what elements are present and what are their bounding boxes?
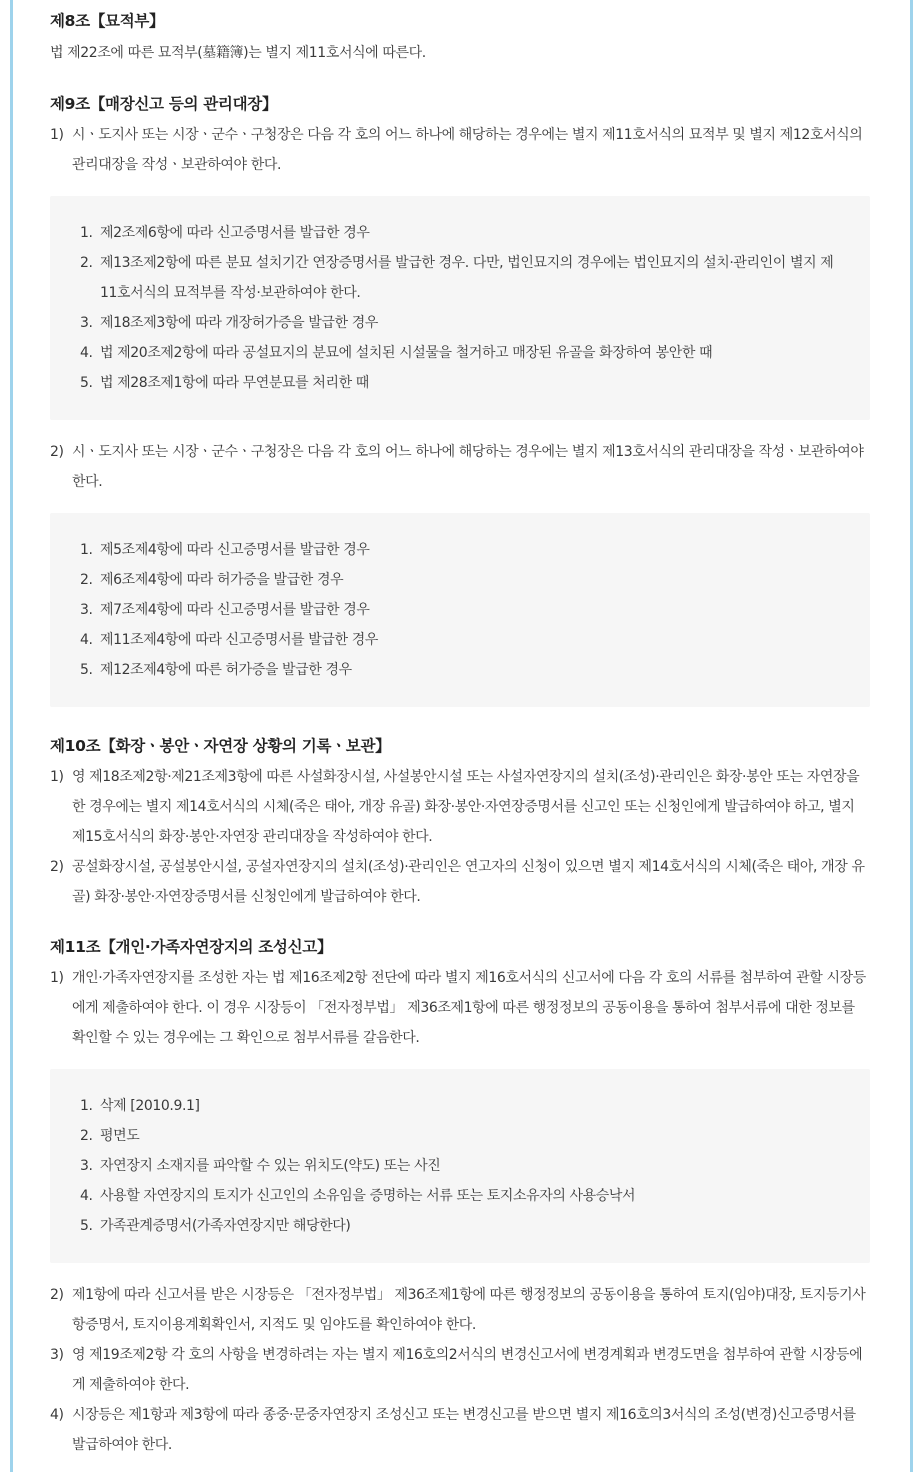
article-8 xyxy=(50,10,870,68)
paragraph-text: 공설화장시설, 공설봉안시설, 공설자연장지의 설치(조성)·관리인은 연고자의 신청이 있으면 별지 제14호서식의 시체(죽은 태아, 개장 유골) 화장·봉안·자연장증명서를 신청인에게 발급하여야 한다. xyxy=(72,859,865,905)
list-item xyxy=(80,248,870,308)
item-text: 제6조제4항에 따라 허가증을 발급한 경우 xyxy=(100,572,344,588)
item-text: 법 제20조제2항에 따라 공설묘지의 분묘에 설치된 시설물을 철거하고 매장된 유골을 화장하여 봉안한 때 xyxy=(100,345,713,361)
item-number: 5. xyxy=(80,662,93,678)
paragraph-2 xyxy=(50,1280,870,1340)
paragraph-number: 2) xyxy=(50,1287,64,1303)
item-list-box xyxy=(50,196,870,420)
paragraph-number: 1) xyxy=(50,769,64,785)
item-number: 2. xyxy=(80,1128,93,1144)
article-title: 제11조【개인·가족자연장지의 조성신고】 xyxy=(50,938,333,956)
paragraph-3 xyxy=(50,1340,870,1400)
list-item xyxy=(80,1151,870,1181)
item-text: 삭제 [2010.9.1] xyxy=(100,1098,200,1114)
paragraph-number: 1) xyxy=(50,970,64,986)
article-11 xyxy=(50,936,870,1460)
list-item xyxy=(80,1211,870,1241)
list-item xyxy=(80,1091,870,1121)
item-number: 2. xyxy=(80,255,93,271)
item-number: 5. xyxy=(80,1218,93,1234)
item-number: 3. xyxy=(80,602,93,618)
item-number: 1. xyxy=(80,542,93,558)
paragraph-1 xyxy=(50,120,870,180)
paragraph-2 xyxy=(50,437,870,497)
item-text: 제2조제6항에 따라 신고증명서를 발급한 경우 xyxy=(100,225,370,241)
item-text: 자연장지 소재지를 파악할 수 있는 위치도(약도) 또는 사진 xyxy=(100,1158,441,1174)
paragraph-text: 영 제18조제2항·제21조제3항에 따른 사설화장시설, 사설봉안시설 또는 사설자연장지의 설치(조성)·관리인은 화장·봉안 또는 자연장을 한 경우에는 별지 제14호서식의 시체(죽은 태아, 개장 유골) 화장·봉안·자연장증명서를 신고인 또는 신청인에게 발급하여야 하고, 별지 제15호서식의 화장·봉안·자연장 관리대장을 작성하여야 한다. xyxy=(72,769,860,845)
item-text: 평면도 xyxy=(100,1128,140,1144)
article-text: 법 제22조에 따른 묘적부(墓籍簿)는 별지 제11호서식에 따른다. xyxy=(50,45,426,61)
article-title: 제8조【묘적부】 xyxy=(50,12,165,30)
item-number: 4. xyxy=(80,1188,93,1204)
article-10 xyxy=(50,735,870,912)
list-item xyxy=(80,655,870,685)
item-text: 사용할 자연장지의 토지가 신고인의 소유임을 증명하는 서류 또는 토지소유자의 사용승낙서 xyxy=(100,1188,636,1204)
right-border xyxy=(910,0,913,1472)
article-9 xyxy=(50,93,870,707)
paragraph-1 xyxy=(50,963,870,1053)
paragraph-number: 2) xyxy=(50,444,64,460)
paragraph-2 xyxy=(50,852,870,912)
paragraph-text: 제1항에 따라 신고서를 받은 시장등은 「전자정부법」 제36조제1항에 따른 행정정보의 공동이용을 통하여 토지(임야)대장, 토지등기사항증명서, 토지이용계획확인서, 지적도 및 임야도를 확인하여야 한다. xyxy=(72,1287,866,1333)
item-text: 제12조제4항에 따른 허가증을 발급한 경우 xyxy=(100,662,352,678)
list-item xyxy=(80,565,870,595)
paragraph-number: 1) xyxy=(50,127,64,143)
left-border xyxy=(10,0,13,1472)
item-text: 제11조제4항에 따라 신고증명서를 발급한 경우 xyxy=(100,632,378,648)
list-item xyxy=(80,1181,870,1211)
paragraph-1 xyxy=(50,762,870,852)
item-number: 3. xyxy=(80,1158,93,1174)
item-number: 4. xyxy=(80,632,93,648)
list-item xyxy=(80,595,870,625)
item-number: 3. xyxy=(80,315,93,331)
item-text: 제18조제3항에 따라 개장허가증을 발급한 경우 xyxy=(100,315,378,331)
article-title: 제9조【매장신고 등의 관리대장】 xyxy=(50,95,278,113)
item-list-box xyxy=(50,1069,870,1263)
item-number: 4. xyxy=(80,345,93,361)
list-item xyxy=(80,308,870,338)
paragraph-text: 시ㆍ도지사 또는 시장ㆍ군수ㆍ구청장은 다음 각 호의 어느 하나에 해당하는 경우에는 별지 제11호서식의 묘적부 및 별지 제12호서식의 관리대장을 작성ㆍ보관하여야 한다. xyxy=(72,127,863,173)
item-number: 2. xyxy=(80,572,93,588)
item-number: 1. xyxy=(80,1098,93,1114)
paragraph-text: 시장등은 제1항과 제3항에 따라 종중·문중자연장지 조성신고 또는 변경신고를 받으면 별지 제16호의3서식의 조성(변경)신고증명서를 발급하여야 한다. xyxy=(72,1407,856,1453)
item-text: 법 제28조제1항에 따라 무연분묘를 처리한 때 xyxy=(100,375,369,391)
list-item xyxy=(80,218,870,248)
paragraph-text: 개인·가족자연장지를 조성한 자는 법 제16조제2항 전단에 따라 별지 제16호서식의 신고서에 다음 각 호의 서류를 첨부하여 관할 시장등에게 제출하여야 한다. 이 경우 시장등이 「전자정부법」 제36조제1항에 따른 행정정보의 공동이용을 통하여 첨부서류에 대한 정보를 확인할 수 있는 경우에는 그 확인으로 첨부서류를 갈음한다. xyxy=(72,970,866,1046)
item-text: 제5조제4항에 따라 신고증명서를 발급한 경우 xyxy=(100,542,370,558)
article-title: 제10조【화장ㆍ봉안ㆍ자연장 상황의 기록ㆍ보관】 xyxy=(50,737,391,755)
paragraph-text: 영 제19조제2항 각 호의 사항을 변경하려는 자는 별지 제16호의2서식의 변경신고서에 변경계획과 변경도면을 첨부하여 관할 시장등에게 제출하여야 한다. xyxy=(72,1347,863,1393)
paragraph-number: 4) xyxy=(50,1407,64,1423)
item-number: 5. xyxy=(80,375,93,391)
item-number: 1. xyxy=(80,225,93,241)
list-item xyxy=(80,368,870,398)
list-item xyxy=(80,338,870,368)
paragraph-number: 2) xyxy=(50,859,64,875)
paragraph-number: 3) xyxy=(50,1347,64,1363)
list-item xyxy=(80,625,870,655)
item-list-box xyxy=(50,513,870,707)
list-item xyxy=(80,1121,870,1151)
paragraph-4 xyxy=(50,1400,870,1460)
paragraph-text: 시ㆍ도지사 또는 시장ㆍ군수ㆍ구청장은 다음 각 호의 어느 하나에 해당하는 경우에는 별지 제13호서식의 관리대장을 작성ㆍ보관하여야 한다. xyxy=(72,444,864,490)
list-item xyxy=(80,535,870,565)
item-text: 제7조제4항에 따라 신고증명서를 발급한 경우 xyxy=(100,602,370,618)
item-text: 가족관계증명서(가족자연장지만 해당한다) xyxy=(100,1218,351,1234)
item-text: 제13조제2항에 따른 분묘 설치기간 연장증명서를 발급한 경우. 다만, 법인묘지의 경우에는 법인묘지의 설치·관리인이 별지 제11호서식의 묘적부를 작성·보관하여야 한다. xyxy=(100,255,834,301)
